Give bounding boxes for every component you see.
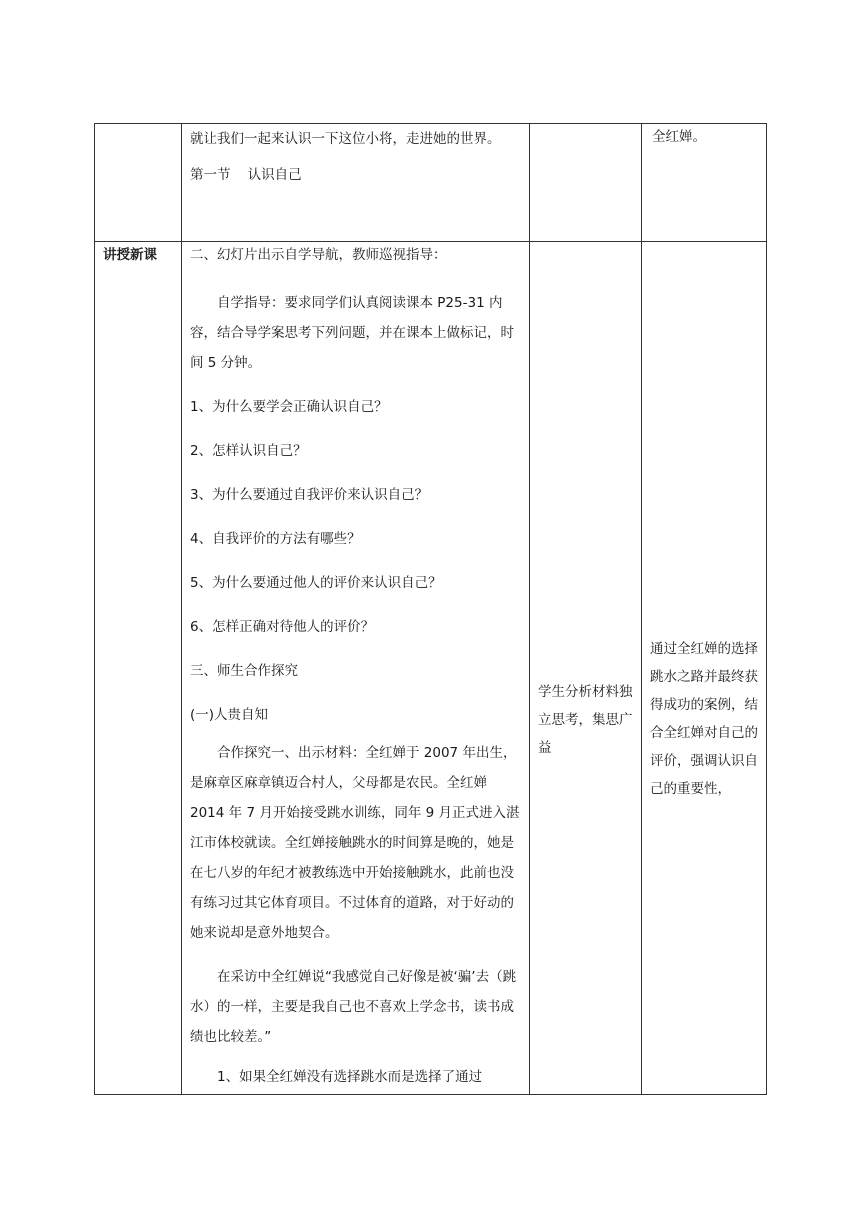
material-paragraph: 合作探究一、出示材料：全红婵于 2007 年出生，是麻章区麻章镇迈合村人，父母都是农民。全红婵 2014 年 7 月开始接受跳水训练，同年 9 月正式进入湛江市体校就读。全红婵接触跳水的时间算是晚的，她是在七八岁的年纪才被教练选中开始接触跳水，此前也没有练习过其它体育项目。不过体育的道路，对于好动的她来说却是意外地契合。 [190, 745, 520, 941]
quote-paragraph: 在采访中全红婵说“我感觉自己好像是被‘骗’去（跳水）的一样，主要是我自己也不喜欢上学念书，读书成绩也比较差。” [190, 969, 517, 1045]
design-intent-cell [642, 124, 767, 242]
section-title: 第一节 认识自己 [190, 167, 302, 183]
design-intent-cell [642, 242, 767, 1095]
teaching-content-cell [182, 242, 530, 1095]
step-3-text: 三、师生合作探究 [190, 663, 298, 679]
table-row [95, 124, 767, 242]
self-study-guide: 自学指导：要求同学们认真阅读课本 P25-31 内容，结合导学案思考下列问题，并在课本上做标记，时间 5 分钟。 [190, 295, 514, 371]
design-intent-text: 通过全红婵的选择跳水之路并最终获得成功的案例，结合全红婵对自己的评价，强调认识自己的重要性， [650, 641, 758, 797]
intro-text: 就让我们一起来认识一下这位小将，走进她的世界。 [190, 131, 501, 147]
student-activity-text: 学生分析材料独立思考，集思广益 [538, 684, 633, 756]
student-activity-cell [530, 242, 642, 1095]
question-item: 3、为什么要通过自我评价来认识自己？ [190, 487, 429, 503]
question-item: 2、怎样认识自己？ [190, 443, 307, 459]
design-intent-text: 全红婵。 [652, 129, 706, 145]
student-activity-cell [530, 124, 642, 242]
row-label-cell [95, 242, 182, 1095]
row-label-cell [95, 124, 182, 242]
table-row [95, 242, 767, 1095]
teaching-content-cell [182, 124, 530, 242]
question-item: 1、为什么要学会正确认识自己？ [190, 399, 388, 415]
question-item: 6、怎样正确对待他人的评价？ [190, 619, 375, 635]
subsection-title: (一)人贵自知 [190, 707, 269, 723]
step-2-text: 二、幻灯片出示自学导航，教师巡视指导： [190, 247, 447, 263]
question-item: 5、为什么要通过他人的评价来认识自己？ [190, 575, 442, 591]
row-label: 讲授新课 [103, 247, 157, 263]
discussion-question: 1、如果全红婵没有选择跳水而是选择了通过 [217, 1069, 483, 1085]
row-label [95, 124, 181, 126]
lesson-plan-table [94, 123, 767, 1095]
question-item: 4、自我评价的方法有哪些？ [190, 531, 361, 547]
